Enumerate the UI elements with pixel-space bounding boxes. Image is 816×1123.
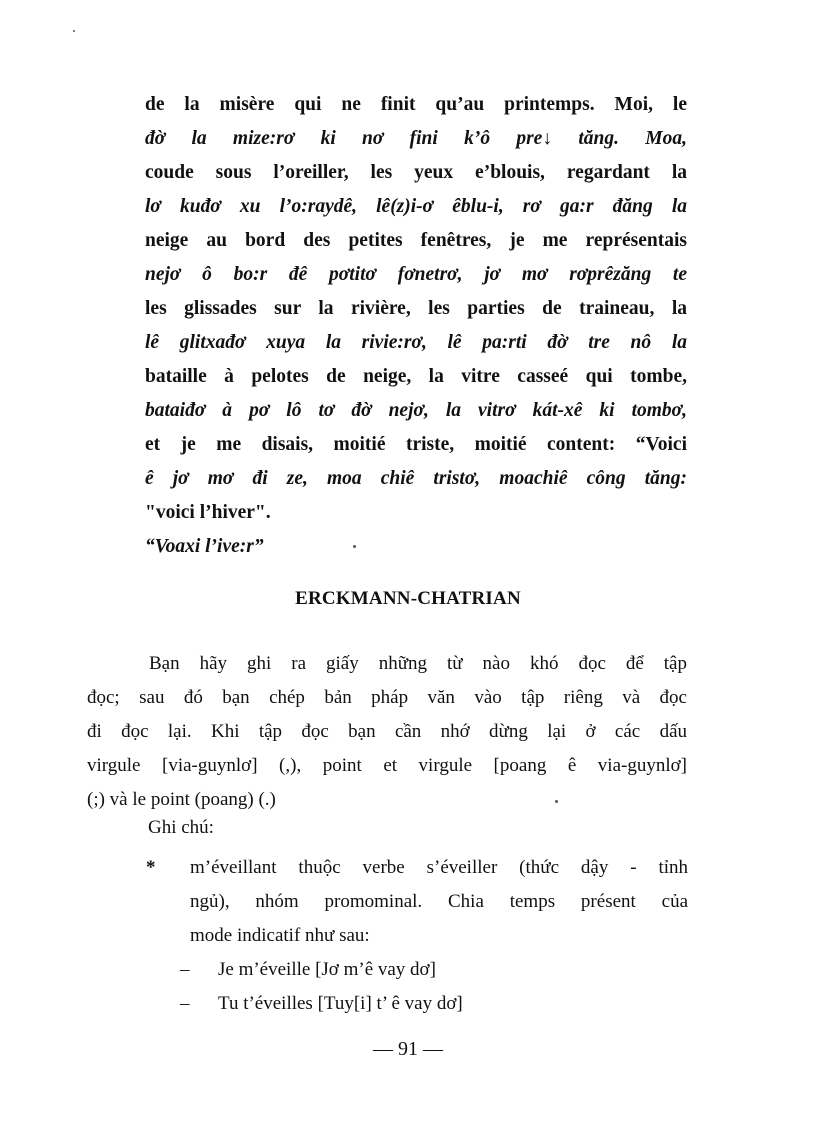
passage-line-10: bataiđơ à pơ lô tơ đờ nejơ, la vitrơ kát-xê ki tombơ,	[145, 400, 687, 421]
note-bullet	[190, 851, 688, 953]
scan-speck	[555, 800, 558, 803]
conjugation-text: Tu t’éveilles [Tuy[i] t’ ê vay dơ]	[218, 993, 463, 1014]
instruction-line-5: (;) và le point (poang) (.)	[87, 789, 276, 810]
dash-marker: –	[180, 993, 190, 1014]
instruction-line-1: Bạn hãy ghi ra giấy những từ nào khó đọc để tập	[149, 653, 687, 674]
bullet-line-3: mode indicatif như sau:	[190, 925, 370, 946]
instruction-line-2: đọc; sau đó bạn chép bản pháp văn vào tập riêng và đọc	[87, 687, 687, 708]
passage-line-14: “Voaxi l’ive:r”	[145, 536, 264, 557]
bullet-asterisk-icon: *	[146, 857, 156, 878]
instruction-paragraph	[87, 647, 687, 817]
bullet-line-2: ngủ), nhóm promominal. Chia temps présent của	[190, 891, 688, 912]
french-passage	[145, 88, 687, 564]
instruction-line-4: virgule [via-guynlơ] (,), point et virgule [poang ê via-guynlơ]	[87, 755, 687, 776]
scan-speck	[353, 545, 356, 548]
conjugation-line-2	[180, 987, 463, 1021]
passage-line-7: les glissades sur la rivière, les parties de traineau, la	[145, 298, 687, 319]
note-label: Ghi chú:	[148, 817, 214, 838]
conjugation-line-1	[180, 953, 436, 987]
passage-line-4: lơ kuđơ xu l’o:raydê, lê(z)i-ơ êblu-i, rơ ga:r đăng la	[145, 196, 687, 217]
dash-marker: –	[180, 959, 190, 980]
passage-line-13: "voici l’hiver".	[145, 502, 271, 523]
passage-line-9: bataille à pelotes de neige, la vitre casseé qui tombe,	[145, 366, 687, 387]
scan-speck	[73, 30, 75, 32]
conjugation-text: Je m’éveille [Jơ m’ê vay dơ]	[218, 959, 436, 980]
passage-line-12: ê jơ mơ đi ze, moa chiê tristơ, moachiê công tăng:	[145, 468, 687, 489]
bullet-line-1: m’éveillant thuộc verbe s’éveiller (thức dậy - tỉnh	[190, 857, 688, 878]
passage-line-3: coude sous l’oreiller, les yeux e’blouis, regardant la	[145, 162, 687, 183]
passage-line-6: nejơ ô bo:r đê pơtitơ fơnetrơ, jơ mơ rơprêzăng te	[145, 264, 687, 285]
passage-line-1: de la misère qui ne finit qu’au printemps. Moi, le	[145, 94, 687, 115]
passage-line-8: lê glitxađơ xuya la rivie:rơ, lê pa:rti đờ tre nô la	[145, 332, 687, 353]
instruction-line-3: đi đọc lại. Khi tập đọc bạn cần nhớ dừng lại ở các dấu	[87, 721, 687, 742]
passage-line-2: đờ la mize:rơ ki nơ fini k’ô pre↓ tăng. Moa,	[145, 128, 687, 149]
passage-line-11: et je me disais, moitié triste, moitié content: “Voici	[145, 434, 687, 455]
author-heading: ERCKMANN-CHATRIAN	[295, 588, 521, 609]
passage-line-5: neige au bord des petites fenêtres, je me représentais	[145, 230, 687, 251]
page-number: — 91 —	[373, 1038, 443, 1060]
